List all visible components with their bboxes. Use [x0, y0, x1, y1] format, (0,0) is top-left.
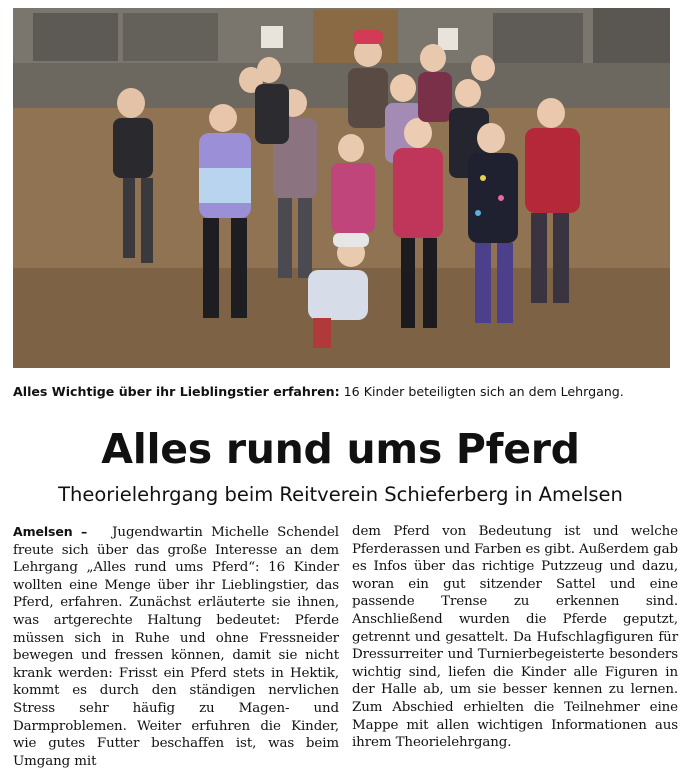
column-right-text: dem Pferd von Bedeutung ist und welche Pferderassen und Farben es gibt. Außerdem gab es Infos über das richtige Putzzeug und dazu, woran ein gut sitzender Sattel und eine passende Trense zu erkennen sind. Anschließend wurden die Pferde geputzt, getrennt und gesattelt. Da Hufschlagfiguren für Dressurreiter und Turnierbegeisterte besonders wichtig sind, liefen die Kinder alle Figuren in der Halle ab, um sie besser kennen zu lernen. Zum Abschied erhielten die Teilnehmer eine Mappe mit allen wichtigen Informationen aus ihrem Theorielehrgang.	[352, 524, 678, 751]
caption-lead: Alles Wichtige über ihr Lieblingstier erfahren:	[13, 384, 340, 399]
article-headline: Alles rund ums Pferd	[101, 425, 580, 473]
column-left-text: Jugendwartin Michelle Schendel freute sich über das große Interesse an dem Lehrgang „Alles rund ums Pferd“: 16 Kinder wollten eine Menge über ihr Lieblingstier, das Pferd, erfahren. Zunächst erläuterte sie ihnen, was artgerechte Haltung bedeutet: Pferde müssen sich in Ruhe und ohne Fressneider bewegen und fressen können, damit sie nicht krank werden: Frisst ein Pferd stets in Hektik, kommt es durch den ständigen nervlichen Stress sehr häufig zu Magen- und Darmproblemen. Weiter erfuhren die Kinder, wie gutes Futter beschaffen ist, was beim Umgang mit	[13, 525, 339, 769]
article-dateline: Amelsen –	[13, 524, 88, 539]
photo-caption	[13, 384, 673, 400]
caption-text: 16 Kinder beteiligten sich an dem Lehrgang.	[339, 384, 624, 399]
article-column-right	[352, 523, 678, 752]
group-photo-illustration	[13, 8, 670, 368]
article-photo	[13, 8, 670, 368]
article-column-left	[13, 523, 339, 770]
article-subheadline: Theorielehrgang beim Reitverein Schieferberg in Amelsen	[58, 483, 623, 506]
